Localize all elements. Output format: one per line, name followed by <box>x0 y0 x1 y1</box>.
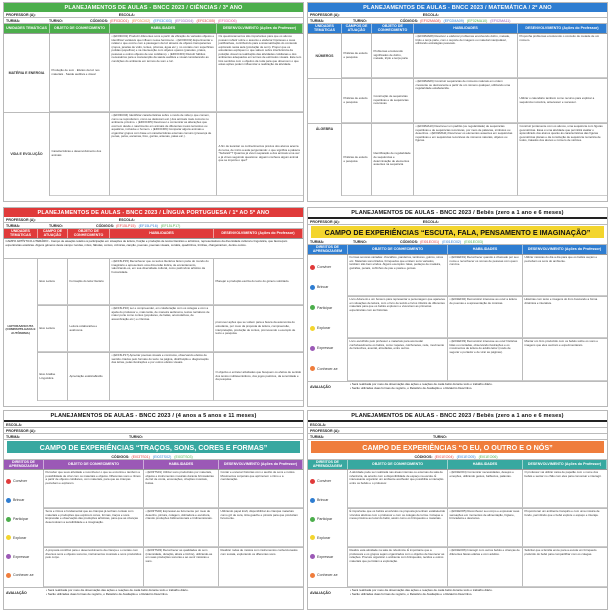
header-cell: DESENVOLVIMENTO (Ações do Professor) <box>523 460 607 469</box>
object-cell: Livro Adoce-lê e um boneco para representar a personagem que apareceu em situações de leitura, com o livro de tecido e livros infantis de diferentes materiais para que os bebês explorem e vivenciem as primeiras experiências com as histórias. <box>348 297 448 338</box>
bullet-icon <box>310 554 315 559</box>
panel-title: PLANEJAMENTOS DE AULAS - BNCC 2023 / CIÊNCIAS / 3º ANO <box>4 3 303 12</box>
campo-title: CAMPO DE EXPERIÊNCIAS “TRAÇOS, SONS, CORES E FORMAS” <box>7 441 300 453</box>
plan-eu-outro-nos <box>307 410 608 610</box>
bullet-icon <box>310 305 315 310</box>
development-cell: Planejar a produção escrita do texto do gênero solicitado. <box>214 259 303 305</box>
codigos-label: CÓDIGOS: <box>111 454 130 459</box>
bullet-icon <box>6 573 11 578</box>
campo-title: CAMPO DE EXPERIÊNCIAS “ESCUTA, FALA, PENSAMENTO E IMAGINAÇÃO” <box>311 226 604 238</box>
object-cell: Construção de sequências repetitivas e de sequências recursivas <box>372 79 414 123</box>
table-row <box>348 548 607 587</box>
panel-title: PLANEJAMENTOS DE AULAS - BNCC 2023 / Bebês (zero a 1 ano e 6 meses) <box>308 411 607 422</box>
table-header <box>4 24 303 34</box>
table-row <box>348 255 607 297</box>
object-cell: A atividade pode ser realizada nas áreas internas ou externas da sala de referência, de acordo com a disponibilidade de espaço na escola. É interessante organizar um ambiente acolhedor que possibilite a interação entre os bebês e o professor. <box>348 470 448 508</box>
table-header <box>4 460 303 470</box>
turma-label: TURMA: <box>6 223 21 228</box>
skills-cell: • (EI03TS02) Expressar-se livremente por meio de desenho, pintura, colagem, dobradura e escultura, criando produções bidimensionais e tridimensionais. <box>144 509 219 547</box>
right-item <box>4 535 43 540</box>
development-cell: Proporcionar um ambiente tranquilo e com uma música de fundo, permitindo que o bebê explore o espaço e interaja. <box>523 509 607 547</box>
turma-label: TURMA: <box>310 434 325 439</box>
header-cell: HABILIDADES <box>448 460 523 469</box>
right-label: Conhecer-se <box>13 573 34 578</box>
evaluation-line: • Será realizada por meio da observação das ações e reações de cada bebê durante todo o trabalho diário. <box>46 588 189 592</box>
code: (EF02MA10) <box>466 18 488 23</box>
rights-column <box>308 470 348 587</box>
header-cell: HABILIDADES <box>414 24 518 33</box>
professor-label: PROFESSOR (A): <box>310 12 340 17</box>
bullet-icon <box>310 265 315 270</box>
professor-label: PROFESSOR (A): <box>6 12 36 17</box>
right-label: Explorar <box>317 535 331 540</box>
right-label: Brincar <box>317 285 329 290</box>
object-cell: Produção de som · Efeitos da luz nos materiais · Saúde auditiva e visual <box>50 34 110 112</box>
evaluation-line: • Será realizada por meio da observação das ações e reações de cada bebê durante todo o trabalho diário. <box>350 588 493 592</box>
bullet-icon <box>6 479 11 484</box>
table-header <box>308 460 607 470</box>
right-label: Participar <box>13 516 29 521</box>
plan-lingua-portuguesa <box>3 207 304 407</box>
right-item <box>308 366 347 371</box>
bullet-icon <box>310 346 315 351</box>
bullet-icon <box>310 573 315 578</box>
field-cell: Práticas de estudo e pesquisa <box>342 34 372 78</box>
header-cell: OBJETO DE CONHECIMENTO <box>348 460 448 469</box>
rights-column <box>308 255 348 381</box>
right-label: Conviver <box>317 479 332 484</box>
evaluation <box>308 381 607 392</box>
table-row <box>308 124 607 196</box>
code: (EI01EO06) <box>478 454 498 459</box>
bullet-icon <box>310 326 315 331</box>
skills-cell: • (EF03CI04) Identificar características sobre o modo de vida (o que comem, como se reproduzem, como se deslocam etc.) dos animais mais comuns no ambiente próximo. • (EF03CI05) Descrever e comunicar as alterações que ocorrem desde o nascimento em animais de diferentes meios terrestres ou aquáticos, inclusive o homem. • (EF03CI06) Comparar alguns animais e organizar grupos com base em características externas comuns (presença de penas, pelos, escamas, bico, garras, antenas, patas etc.). <box>110 113 217 196</box>
table-row <box>44 470 303 509</box>
development-cell: Montar um livro produzido com os bebês sobre os sons e imagens que eles ouviram e experimentaram. <box>523 339 607 381</box>
turno-label: TURNO: <box>49 18 63 23</box>
development-cell: Contar e encenar histórias com o auxílio de sons e ruídos. Movimentos corporais que aprimorem o ritmo e a coordenação. <box>219 470 303 508</box>
panel-title: PLANEJAMENTOS DE AULAS - BNCC 2023 / Bebês (zero a 1 ano e 6 meses) <box>308 208 607 219</box>
header-cell: DIREITOS DE APRENDIZAGEM <box>308 460 348 469</box>
plan-bebes-escuta <box>307 207 608 407</box>
code: (EI03TS03) <box>174 454 193 459</box>
table-row <box>308 34 607 79</box>
rights-column <box>4 470 44 587</box>
object-cell: Problemas envolvendo significados de dobro, metade, triplo e terça parte <box>372 34 414 78</box>
development-cell: Histórias com texto e imagens do livro buscando a forma dinâmica e interativa. <box>523 297 607 338</box>
bullet-icon <box>6 535 11 540</box>
code: (EF03CI03) <box>153 18 172 23</box>
evaluation-line: • Serão utilizadas duas formas de registro, o Relatório de Avaliação e o Relatório Descritivo. <box>46 591 169 596</box>
evaluation-line: • Será realizada por meio da observação das ações e reações de cada bebê durante todo o trabalho diário. <box>350 382 493 386</box>
campo-intro: CAMPO ARTÍSTICO-LITERÁRIO - Campo de atuação relativo à participação em situações de leitura, fruição e produção de textos literários e artísticos, representativos da diversidade cultural e linguística, que favoreçam experiências estéticas. Alguns gêneros deste campo: lendas, mitos, fábulas, contos, crônicas, canção, poemas, poemas visuais, cordéis, quadrinhos, tirinhas, charge/cartum, dentre outros. <box>4 239 303 259</box>
object-cell: Sons e ritmos é fundamental que as crianças já tenham contato com materiais e produções que explorem cores, formas, traços e sons. Expressão e observação das produções artísticas, para que as crianças desenvolvam a sensibilidade e a imaginação. <box>44 509 144 547</box>
table-row <box>4 34 303 113</box>
turno-label: TURNO: <box>353 239 367 244</box>
code: (EF03CI02) <box>131 18 151 23</box>
panel-title: PLANEJAMENTOS DE AULAS - BNCC 2023 / MATEMÁTICA / 2º ANO <box>308 3 607 12</box>
professor-label: PROFESSOR (A): <box>6 428 36 433</box>
codigos-label: CÓDIGOS: <box>400 18 419 23</box>
turno-label: TURNO: <box>353 18 367 23</box>
right-item <box>308 535 347 540</box>
object-cell: Realize esta atividade na sala de referência. É importante que a professora e os grupos sejam organizados com o objetivo de favorecer as relações. Procure organizar o ambiente com brinquedos, tecidos e outros materiais que permitam a exploração. <box>348 548 448 587</box>
bullet-icon <box>310 285 315 290</box>
code: (EF15LP15) <box>116 223 136 228</box>
skills-cell: • (EI01EO06) Interagir com outros bebês e crianças de diferentes faixas etárias e com adultos. <box>448 548 523 587</box>
header-cell: UNIDADES TEMÁTICAS <box>308 24 342 33</box>
object-cell: Identificação de regularidade de sequências e determinação de elementos ausentes na sequência <box>372 124 414 196</box>
object-cell: Características e desenvolvimento dos animais <box>50 113 110 196</box>
code: (EF02MA09) <box>443 18 464 23</box>
right-item <box>4 517 43 522</box>
header-cell: UNIDADES TEMÁTICAS <box>4 24 50 33</box>
development-cell: Proponha problemas envolvendo o conceito de metade de um número. <box>518 34 607 78</box>
turma-label: TURMA: <box>6 18 21 23</box>
table-body <box>308 34 607 196</box>
right-item <box>4 498 43 503</box>
panel-title: PLANEJAMENTOS DE AULAS - BNCC 2023 / (4 anos a 5 anos e 11 meses) <box>4 411 303 422</box>
skills-cell: • (EF02MA09) Construir sequências de números naturais em ordem crescente ou decrescente a partir de um número qualquer, utilizando uma regularidade estabelecida. <box>414 79 518 123</box>
code: (EI01EO05) <box>456 454 476 459</box>
escola-label: ESCOLA: <box>118 217 135 222</box>
panel-title: PLANEJAMENTOS DE AULAS - BNCC 2023 / LÍNGUA PORTUGUESA / 1º AO 5º ANO <box>4 208 303 217</box>
turno-label: TURNO: <box>49 223 63 228</box>
evaluation-label: AVALIAÇÃO <box>310 590 331 595</box>
table-row <box>348 339 607 381</box>
code: (EI01EO02) <box>442 239 462 244</box>
header-cell: CAMPOS DE ATUAÇÃO <box>342 24 372 33</box>
development-cell: promover ações que se voltem para a busca da autonomia do estudante, por meio da proposta de leitura, compreensão, interpretação, produção de contos, promovendo o exemplo de texto e pesquisa. <box>214 306 303 352</box>
development-cell: A fim de levantar os conhecimentos prévios dos alunos acerca do tema, de início a aula perguntando: o que significa a palavra "Subsistir"? Quantos já vivem separado a dos animais uma vez e já vimos seguindo questione: alguém conhece algum animal que se importa o que? <box>217 113 303 196</box>
codigos-label: CÓDIGOS: <box>90 18 109 23</box>
right-item <box>308 285 347 290</box>
right-label: Brincar <box>13 498 25 503</box>
skills-cell: • (EI03TS01) Utilizar sons produzidos por materiais, objetos e instrumentos musicais durante brincadeiras de faz de conta, encenações, criações musicais, festas. <box>144 470 219 508</box>
code: (EF02MA08) <box>420 18 441 23</box>
plan-matematica <box>307 2 608 202</box>
turno-label: TURNO: <box>433 434 447 439</box>
evaluation-line: • Serão utilizadas duas formas de registro, o Relatório de Avaliação e o Relatório Descritivo. <box>350 591 473 596</box>
skills-cell: • (EF15LP15) Reconhecer que os textos literários fazem parte do mundo do imaginário e apresentam uma dimensão lúdica, de encantamento, valorizando-os, em sua diversidade cultural, como patrimônio artístico da humanidade. <box>110 259 214 305</box>
header-cell: UNIDADES TEMÁTICAS <box>4 229 38 238</box>
professor-label: PROFESSOR (A): <box>310 428 340 433</box>
header-cell: OBJETO DE CONHECIMENTO <box>68 229 110 238</box>
plan-tracos-sons <box>3 410 304 610</box>
turma-label: TURMA: <box>310 18 325 23</box>
right-item <box>308 479 347 484</box>
header-cell: OBJETO DE CONHECIMENTO <box>372 24 414 33</box>
field-cell: Eixo Leitura <box>38 259 68 305</box>
right-item <box>308 498 347 503</box>
evaluation <box>308 587 607 598</box>
escola-label: ESCOLA: <box>118 12 135 17</box>
right-label: Explorar <box>13 535 27 540</box>
field-cell: Práticas de estudo e pesquisa <box>342 124 372 196</box>
skills-cell: • (EF02MA08) Resolver e elaborar problemas envolvendo dobro, metade, triplo e terça parte, com o suporte de imagens ou material manipulável, utilizando estratégias pessoais. <box>414 34 518 78</box>
right-label: Conhecer-se <box>317 573 338 578</box>
campo-title: CAMPO DE EXPERIÊNCIAS “O EU, O OUTRO E O NÓS” <box>311 441 604 453</box>
skills-cell: • (EI01EO05) Reconhecer seu corpo e expressar suas sensações em momentos de alimentação, higiene, brincadeira e descanso. <box>448 509 523 547</box>
header-cell: DESENVOLVIMENTO (Ações do Professor) <box>214 229 303 238</box>
unit-cell: NÚMEROS <box>308 34 342 78</box>
header-cell: HABILIDADES <box>144 460 219 469</box>
unit-cell: VIDA E EVOLUÇÃO <box>4 113 50 196</box>
escola-label: ESCOLA: <box>422 219 439 224</box>
table-row <box>4 113 303 196</box>
evaluation-line: • Serão utilizadas duas formas de registro, o Relatório de Avaliação e o Relatório Descritivo. <box>350 385 473 390</box>
right-item <box>308 305 347 310</box>
right-item <box>308 517 347 522</box>
header-cell: HABILIDADES <box>110 24 217 33</box>
field-cell: Práticas de estudo e pesquisa <box>342 79 372 123</box>
right-label: Conviver <box>13 479 28 484</box>
table-row <box>44 548 303 587</box>
skills-cell: • (EI01EF03) Demonstrar interesse ao ouvir histórias lidas ou contadas, observando ilustrações e os movimentos de leitura do adulto leitor (modo de segurar o portador e de virar as páginas). <box>448 339 523 381</box>
table-row <box>308 79 607 124</box>
skills-cell: • (EF15LP17) Apreciar poemas visuais e concretos, observando efeitos de sentido criados pelo formato do texto na página, distribuição e diagramação das letras, pelas ilustrações e por outros efeitos visuais. <box>110 353 214 401</box>
right-item <box>4 573 43 578</box>
evaluation-label: AVALIAÇÃO <box>6 590 27 595</box>
object-cell: Perceber que seus atividade e reconhecer o que se encontra e também a possibilidade de criar com os materiais e objetos. Diferentes sons e ritmos a partir de objetos cotidianos, com materiais, para que as crianças percebam e explorem. <box>44 470 144 508</box>
code: (EF15LP16) <box>138 223 158 228</box>
development-cell: Construir juntamente com os alunos, uma sequência com figuras geométricas. Essa é uma atividade que permitirá avaliar o aprendizado dos alunos quanto às características das figuras geométricas planas e da construção de sequência numérica de todos, tratados dos alunos e número de vértices. <box>518 124 607 196</box>
header-cell: OBJETO DE CONHECIMENTO <box>50 24 110 33</box>
header-cell: DIREITOS DE APRENDIZAGEM <box>308 245 348 254</box>
evaluation-label: AVALIAÇÃO <box>310 384 331 389</box>
header-cell: OBJETO DE CONHECIMENTO <box>348 245 448 254</box>
professor-label: PROFESSOR (A): <box>6 217 36 222</box>
skills-cell: • (EI01EF01) Reconhecer quando é chamado por seu nome e reconhecer os nomes de pessoas com quem convive. <box>448 255 523 296</box>
code: (EI01EO01) <box>420 239 440 244</box>
unit-cell: ÁLGEBRA <box>308 124 342 196</box>
header-cell: DESENVOLVIMENTO (Ações do Professor) <box>518 24 607 33</box>
bullet-icon <box>310 517 315 522</box>
table-row <box>38 353 303 401</box>
turma-label: TURMA: <box>6 434 21 439</box>
development-cell: Utilizar músicas do dia a dia para que os bebês ouçam e percebam os sons do ambiente. <box>523 255 607 296</box>
plan-ciencias <box>3 2 304 202</box>
bullet-icon <box>310 535 315 540</box>
turno-label: TURNO: <box>129 434 143 439</box>
skills-cell: • (EI01EF02) Demonstrar interesse ao ouvir a leitura de poemas e a apresentação de músicas. <box>448 297 523 338</box>
right-label: Expressar <box>317 346 334 351</box>
header-cell: DIREITOS DE APRENDIZAGEM <box>4 460 44 469</box>
turma-label: TURMA: <box>310 239 325 244</box>
table-header <box>308 24 607 34</box>
object-cell: Formas sonoras variadas: chocalhos, pandeiros, tambores, guizos, sinos etc. Materiais sonorizados, brinquedos que emitem sons variados, também são bem-vindos. Alguns exemplos: latas, pedaços de madeira, garrafas, penais, cofrinhos de pau e pasta e gomas. <box>348 255 448 296</box>
field-cell: Eixo Leitura <box>38 306 68 352</box>
code: (EF03CI04) <box>174 18 194 23</box>
code: (EF03CI06) <box>218 18 237 23</box>
table-body <box>4 259 303 401</box>
development-cell: Solicitar que a família envie para a escola um brinquedo preferido do bebê para compartilhar com os colegas. <box>523 548 607 587</box>
object-cell: Leitura colaborativa e autônoma <box>68 306 110 352</box>
skills-cell: • (EF02MA10) Descrever um padrão (ou regularidade) de sequências repetitivas e de sequências recursivas, por meio de palavras, símbolos ou desenhos. • (EF02MA11) Descrever os elementos ausentes em sequências repetitivas e em sequências recursivas de números naturais, objetos ou figuras. <box>414 124 518 196</box>
unit-cell: LEITURA/ESCUTA (COMPARTILHADA E AUTÔNOMA) <box>4 259 38 401</box>
escola-label: ESCOLA: <box>310 422 327 427</box>
unit-cell: MATÉRIA E ENERGIA <box>4 34 50 112</box>
right-item <box>308 265 347 270</box>
right-item <box>308 573 347 578</box>
table-row <box>38 259 303 306</box>
header-cell: DESENVOLVIMENTO (Ações do Professor) <box>523 245 607 254</box>
development-cell: Os questionamentos são importantes para que os alunos possam refletir sobre o assunto e elaborar hipóteses e suas justificativas, contribuindo para a sistematização do conteúdo explorado nesta aula (produção de som). Propor que os estudantes expliquem o que sabem sobre interferência da poluição visual na realização das atividades cotidianas e dos ambientes adequados em termos de estímulos visuais. Este tem três sentidos com o objetivo da roda para que observem o que estas ações podem influenciar a realização da atividade. <box>217 34 303 112</box>
development-cell: Realizar rodas de música com instrumentos confeccionados com sucata, explorando os diferentes sons. <box>219 548 303 587</box>
right-label: Expressar <box>317 554 334 559</box>
right-label: Conhecer-se <box>317 366 338 371</box>
codigos-label: CÓDIGOS: <box>96 223 115 228</box>
table-header <box>308 245 607 255</box>
development-cell: O objetivo é entreter atividades que busquem os efeitos de sentido dos textos multissemióticos, dos jogos poéticos, da sonoridade e da pesquisa. <box>214 353 303 401</box>
codigos-label: CÓDIGOS: <box>400 239 419 244</box>
skills-cell: • (EF03CI01) Produzir diferentes sons a partir da vibração de variados objetos e identificar variáveis que influem nesse fenômeno. • (EF03CI02) Experimentar e relatar o que ocorre com a passagem da luz através de objetos transparentes (copos, janelas de vidro, lentes, prismas, água etc.), no contato com superfícies polidas (espelhos) e na intersecção com objetos opacos (paredes, pratos, pessoas e outros objetos de uso cotidiano). • (EF03CI03) Discutir hábitos necessários para a manutenção da saúde auditiva e visual considerando as condições do ambiente em termos de som e luz. <box>110 34 217 112</box>
object-cell: É importante que os bebês envolvidos na proposta já tenham estabelecido vínculos afetivos com o professor e com os colegas de turma. Coloque a mesa próxima ao local do bebê, assim como os brinquedos e materiais. <box>348 509 448 547</box>
table-row <box>44 509 303 548</box>
header-cell: DESENVOLVIMENTO (Ações do Professor) <box>219 460 303 469</box>
skills-cell: • (EI01EO04) Comunicar necessidades, desejos e emoções, utilizando gestos, balbucios, palavras. <box>448 470 523 508</box>
right-label: Participar <box>317 305 333 310</box>
code: (EI01EO04) <box>434 454 454 459</box>
bullet-icon <box>6 517 11 522</box>
code: (EF03CI01) <box>110 18 129 23</box>
bullet-icon <box>310 479 315 484</box>
code: (EF02MA11) <box>490 18 511 23</box>
right-item <box>4 479 43 484</box>
codigos-label: CÓDIGOS: <box>414 454 433 459</box>
development-cell: Utilizando papel kraft, disponibilizar às crianças materiais como giz de cera, tinta guache e pincéis para que produzam livremente. <box>219 509 303 547</box>
table-body <box>4 34 303 196</box>
bullet-icon <box>310 366 315 371</box>
table-header <box>4 229 303 239</box>
right-label: Participar <box>317 516 333 521</box>
object-cell: Apreciação estética/Estilo <box>68 353 110 401</box>
code: (EF15LP17) <box>160 223 181 228</box>
header-cell: HABILIDADES <box>110 229 214 238</box>
bullet-icon <box>310 498 315 503</box>
evaluation <box>4 587 303 598</box>
right-label: Brincar <box>317 498 329 503</box>
code: (EI03TS02) <box>152 454 172 459</box>
code: (EI01EO03) <box>464 239 484 244</box>
header-cell: HABILIDADES <box>448 245 523 254</box>
table-row <box>38 306 303 353</box>
header-cell: CAMPO DE ATUAÇÃO <box>38 229 68 238</box>
right-label: Explorar <box>317 325 331 330</box>
development-cell: O professor vai utilizar caixa de papelão com o nome dos bebês e sentar no chão com eles para conversar e interagir. <box>523 470 607 508</box>
professor-label: PROFESSOR (A): <box>310 219 340 224</box>
field-cell: Eixo Análise Linguística <box>38 353 68 401</box>
skills-cell: • (EF15LP16) Ler e compreender, em colaboração com os colegas e com a ajuda do professor e, mais tarde, de maneira autônoma, textos narrativos de maior porte como contos (populares, de fadas, acumulativos, de assombração etc.) e crônicas. <box>110 306 214 352</box>
unit-cell <box>308 79 342 123</box>
header-cell: DESENVOLVIMENTO (Ações do Professor) <box>217 24 303 33</box>
table-row <box>348 470 607 509</box>
right-item <box>308 326 347 331</box>
object-cell: A proposta contribui para o desenvolvimento da criança e o contato com diversos sons e objetos sonoros, instrumentos musicais e sons produzidos pelo corpo. <box>44 548 144 587</box>
code: (EI03TS01) <box>131 454 150 459</box>
table-body <box>4 470 303 587</box>
development-cell: Utilizar o calendário também como recurso para explicar a sequência numérica, antecessor e sucessor. <box>518 79 607 123</box>
table-body <box>308 470 607 587</box>
right-label: Conviver <box>317 264 332 269</box>
table-row <box>348 297 607 339</box>
right-item <box>4 554 43 559</box>
escola-label: ESCOLA: <box>6 422 23 427</box>
table-row <box>348 509 607 548</box>
bullet-icon <box>6 498 11 503</box>
header-cell: OBJETO DE CONHECIMENTO <box>44 460 144 469</box>
right-item <box>308 346 347 351</box>
right-label: Expressar <box>13 554 30 559</box>
table-body <box>308 255 607 381</box>
object-cell: Formação do leitor literário <box>68 259 110 305</box>
bullet-icon <box>6 554 11 559</box>
right-item <box>308 554 347 559</box>
escola-label: ESCOLA: <box>422 12 439 17</box>
code: (EF03CI05) <box>196 18 216 23</box>
object-cell: Livro escolhido pelo professor e materiais para acomodar confortavelmente os bebês, como: tapetes, colchonetes, rede, movimento de fantoches, avental, almofadas, entre outros. <box>348 339 448 381</box>
skills-cell: • (EI03TS03) Reconhecer as qualidades do som (intensidade, duração, altura e timbre), utilizando-as em suas produções sonoras e ao ouvir músicas e sons. <box>144 548 219 587</box>
